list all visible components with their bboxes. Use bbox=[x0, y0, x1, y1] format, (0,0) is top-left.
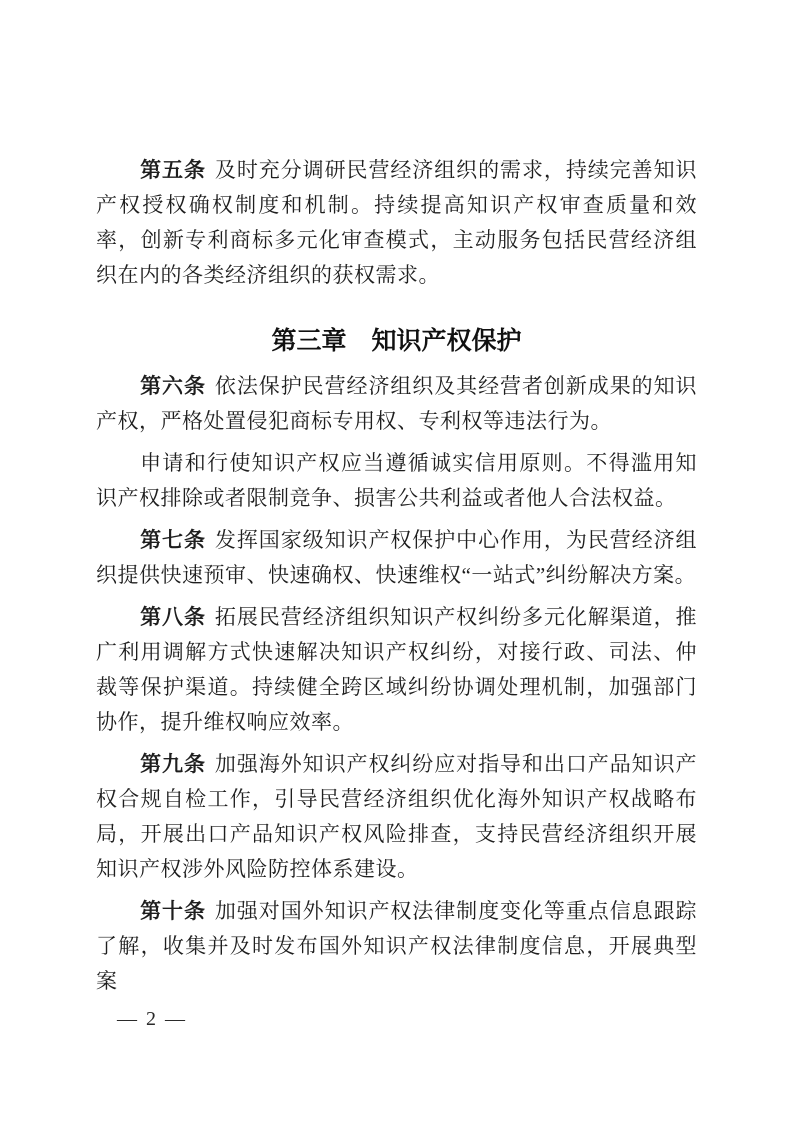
paragraph-article-5 bbox=[96, 153, 697, 293]
article-7-number: 第七条 bbox=[140, 529, 206, 552]
paragraph-article-7 bbox=[96, 523, 697, 593]
article-9-number: 第九条 bbox=[140, 753, 206, 776]
paragraph-article-10 bbox=[96, 894, 697, 999]
article-5-text: 及时充分调研民营经济组织的需求，持续完善知识产权授权确权制度和机制。持续提高知识产权审查质量和效率，创新专利商标多元化审查模式，主动服务包括民营经济组织在内的各类经济组织的获权需求。 bbox=[96, 158, 698, 287]
article-6-text: 依法保护民营经济组织及其经营者创新成果的知识产权，严格处置侵犯商标专用权、专利权等违法行为。 bbox=[96, 374, 698, 433]
article-6-number: 第六条 bbox=[140, 375, 206, 398]
article-6-clause-2-text: 申请和行使知识产权应当遵循诚实信用原则。不得滥用知识产权排除或者限制竞争、损害公共利益或者他人合法权益。 bbox=[96, 451, 697, 510]
page-number: — 2 — bbox=[117, 1008, 187, 1030]
paragraph-article-6 bbox=[96, 369, 697, 439]
article-10-text: 加强对国外知识产权法律制度变化等重点信息跟踪了解，收集并及时发布国外知识产权法律制度信息，开展典型案 bbox=[96, 899, 698, 993]
article-9-text: 加强海外知识产权纠纷应对指导和出口产品知识产权合规自检工作，引导民营经济组织优化海外知识产权战略布局，开展出口产品知识产权风险排查，支持民营经济组织开展知识产权涉外风险防控体系建设。 bbox=[96, 752, 698, 881]
article-8-number: 第八条 bbox=[140, 606, 206, 629]
chapter-heading: 第三章 知识产权保护 bbox=[271, 327, 522, 355]
article-7-text: 发挥国家级知识产权保护中心作用，为民营经济组织提供快速预审、快速确权、快速维权“一站式”纠纷解决方案。 bbox=[96, 528, 698, 587]
article-10-number: 第十条 bbox=[140, 900, 206, 923]
paragraph-article-9 bbox=[96, 747, 697, 887]
article-8-text: 拓展民营经济组织知识产权纠纷多元化解渠道，推广利用调解方式快速解决知识产权纠纷，对接行政、司法、仲裁等保护渠道。持续健全跨区域纠纷协调处理机制，加强部门协作，提升维权响应效率。 bbox=[96, 605, 698, 734]
paragraph-article-6-clause-2 bbox=[96, 446, 697, 516]
article-5-number: 第五条 bbox=[140, 159, 206, 182]
paragraph-article-8 bbox=[96, 600, 697, 740]
document-body bbox=[96, 153, 697, 1006]
